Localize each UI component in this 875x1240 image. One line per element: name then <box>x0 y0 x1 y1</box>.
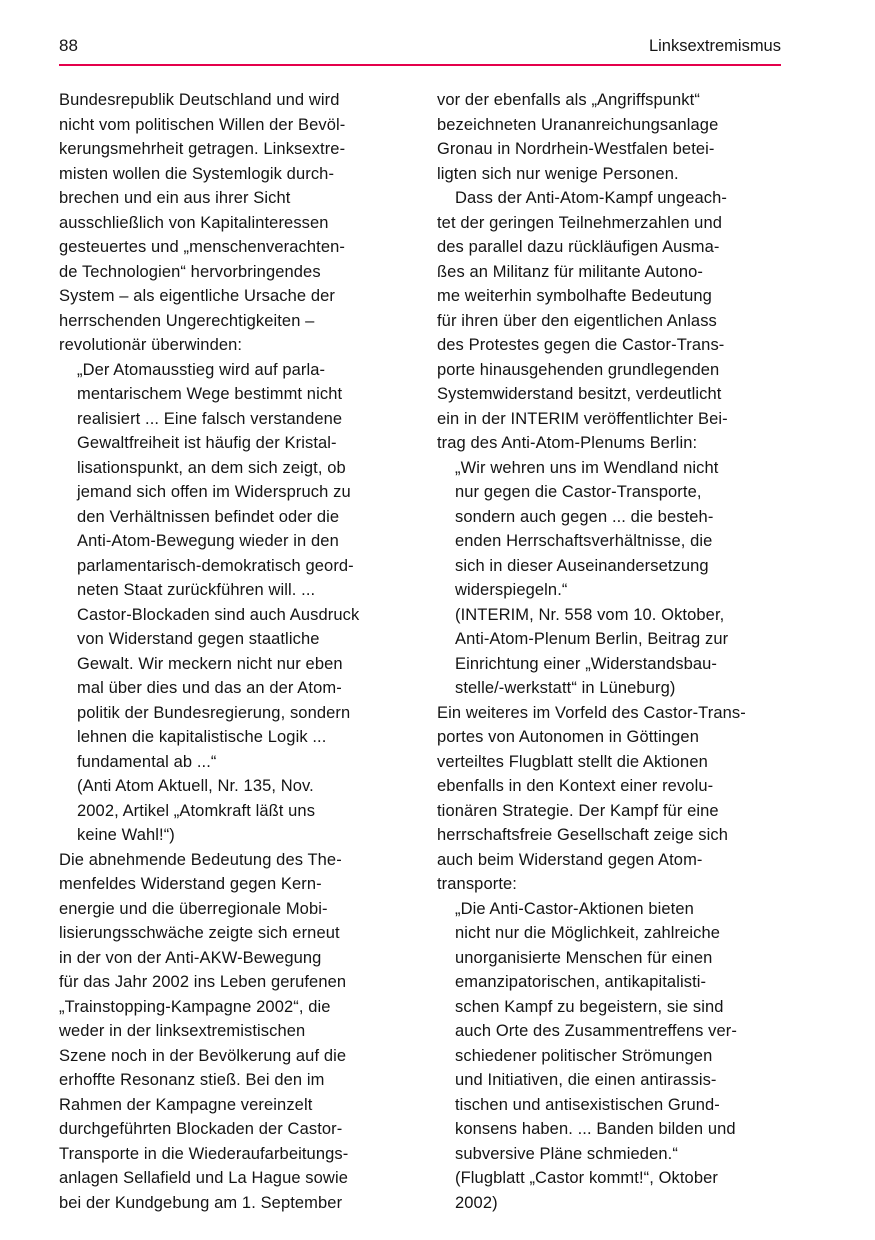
page-header <box>59 36 781 56</box>
text-line: für das Jahr 2002 ins Leben gerufenen <box>59 973 347 991</box>
text-line: (Anti Atom Aktuell, Nr. 135, Nov. <box>77 777 314 795</box>
text-line: herrschenden Ungerechtigkeiten – <box>59 311 315 330</box>
text-line: portes von Autonomen in Göttingen <box>437 728 699 746</box>
text-line: weder in der linksextremistischen <box>59 1022 306 1040</box>
text-line: nur gegen die Castor-Transporte, <box>455 483 702 501</box>
text-line: politik der Bundesregierung, sondern <box>77 703 351 722</box>
column-left <box>59 88 404 1215</box>
text-line: Einrichtung einer „Widerstandsbau- <box>455 654 718 673</box>
text-line: emanzipatorischen, antikapitalisti- <box>455 973 707 991</box>
text-line: „Der Atomausstieg wird auf parla- <box>77 360 326 379</box>
text-line: bei der Kundgebung am 1. September <box>59 1193 343 1212</box>
text-line: (Flugblatt „Castor kommt!“, Oktober <box>455 1169 718 1187</box>
text-line: mentarischem Wege bestimmt nicht <box>77 385 343 403</box>
text-line: jemand sich offen im Widerspruch zu <box>77 483 351 501</box>
text-line: energie und die überregionale Mobi- <box>59 899 328 918</box>
text-line: Die abnehmende Bedeutung des The- <box>59 850 342 869</box>
text-line: ebenfalls in den Kontext einer revolu- <box>437 777 714 795</box>
text-line: misten wollen die Systemlogik durch- <box>59 164 335 183</box>
text-line: sich in dieser Auseinandersetzung <box>455 556 709 575</box>
text-line: System – als eigentliche Ursache der <box>59 287 335 305</box>
text-line: Bundesrepublik Deutschland und wird <box>59 91 340 109</box>
text-line: „Trainstopping-Kampagne 2002“, die <box>59 997 331 1016</box>
text-line: gesteuertes und „menschenverachten- <box>59 238 345 256</box>
text-line: lisationspunkt, an dem sich zeigt, ob <box>77 458 346 477</box>
text-line: parlamentarisch-demokratisch geord- <box>77 556 354 575</box>
text-line: porte hinausgehenden grundlegenden <box>437 360 720 379</box>
text-line: bezeichneten Urananreichungsanlage <box>437 115 719 134</box>
text-line: menfeldes Widerstand gegen Kern- <box>59 875 322 893</box>
text-line: me weiterhin symbolhafte Bedeutung <box>437 287 712 305</box>
text-line: ßes an Militanz für militante Autono- <box>437 262 703 281</box>
column-right <box>437 88 782 1215</box>
text-line: durchgeführten Blockaden der Castor- <box>59 1120 343 1138</box>
text-line: lehnen die kapitalistische Logik ... <box>77 728 327 746</box>
text-line: widerspiegeln.“ <box>455 581 568 599</box>
text-line: anlagen Sellafield und La Hague sowie <box>59 1169 348 1187</box>
text-line: „Wir wehren uns im Wendland nicht <box>455 458 719 477</box>
text-line: Gewaltfreiheit ist häufig der Kristal- <box>77 434 337 452</box>
text-line: Dass der Anti-Atom-Kampf ungeach- <box>455 189 728 207</box>
text-line: konsens haben. ... Banden bilden und <box>455 1120 736 1138</box>
text-line: vor der ebenfalls als „Angriffspunkt“ <box>437 91 700 109</box>
text-line: verteiltes Flugblatt stellt die Aktionen <box>437 752 708 771</box>
text-line: Transporte in die Wiederaufarbeitungs- <box>59 1144 349 1163</box>
text-line: subversive Pläne schmieden.“ <box>455 1144 678 1163</box>
text-line: Gewalt. Wir meckern nicht nur eben <box>77 654 343 673</box>
text-line: lisierungsschwäche zeigte sich erneut <box>59 924 340 942</box>
text-line: 2002) <box>455 1193 498 1212</box>
text-line: Szene noch in der Bevölkerung auf die <box>59 1046 347 1065</box>
text-line: Systemwiderstand besitzt, verdeutlicht <box>437 385 722 403</box>
text-line: 2002, Artikel „Atomkraft läßt uns <box>77 801 316 820</box>
text-line: ausschließlich von Kapitalinteressen <box>59 213 329 232</box>
text-line: Castor-Blockaden sind auch Ausdruck <box>77 605 360 624</box>
text-line: de Technologien“ hervorbringendes <box>59 262 321 281</box>
text-line: des parallel dazu rückläufigen Ausma- <box>437 238 720 256</box>
text-line: kerungsmehrheit getragen. Linksextre- <box>59 140 346 158</box>
text-columns <box>59 88 782 1215</box>
text-line: (INTERIM, Nr. 558 vom 10. Oktober, <box>455 605 725 624</box>
text-line: brechen und ein aus ihrer Sicht <box>59 189 291 207</box>
text-line: Gronau in Nordrhein-Westfalen betei- <box>437 140 715 158</box>
text-line: nicht nur die Möglichkeit, zahlreiche <box>455 924 721 942</box>
text-line: tionären Strategie. Der Kampf für eine <box>437 801 719 820</box>
text-line: schen Kampf zu begeistern, sie sind <box>455 997 724 1016</box>
text-line: trag des Anti-Atom-Plenums Berlin: <box>437 434 698 452</box>
text-line: tischen und antisexistischen Grund- <box>455 1095 720 1114</box>
text-line: sondern auch gegen ... die besteh- <box>455 507 714 526</box>
text-line: auch beim Widerstand gegen Atom- <box>437 850 703 869</box>
header-rule <box>59 64 781 66</box>
text-line: erhoffte Resonanz stieß. Bei den im <box>59 1071 325 1089</box>
page-number: 88 <box>59 36 78 55</box>
text-line: und Initiativen, die einen antirassis- <box>455 1071 717 1089</box>
text-line: ein in der INTERIM veröffentlichter Bei- <box>437 409 728 428</box>
text-line: nicht vom politischen Willen der Bevöl- <box>59 115 346 134</box>
text-line: transporte: <box>437 875 517 893</box>
header-title: Linksextremismus <box>648 37 781 55</box>
text-line: neten Staat zurückführen will. ... <box>77 581 316 599</box>
text-line: in der von der Anti-AKW-Bewegung <box>59 948 322 967</box>
text-line: stelle/-werkstatt“ in Lüneburg) <box>455 679 676 697</box>
text-line: „Die Anti-Castor-Aktionen bieten <box>455 899 694 918</box>
text-line: Anti-Atom-Plenum Berlin, Beitrag zur <box>455 630 729 648</box>
text-line: revolutionär überwinden: <box>59 336 243 354</box>
text-line: ligten sich nur wenige Personen. <box>437 164 679 183</box>
text-line: fundamental ab ...“ <box>77 752 217 771</box>
text-line: Rahmen der Kampagne vereinzelt <box>59 1095 313 1114</box>
text-line: von Widerstand gegen staatliche <box>77 630 320 648</box>
text-line: mal über dies und das an der Atom- <box>77 679 342 697</box>
text-line: keine Wahl!“) <box>77 826 175 844</box>
text-line: für ihren über den eigentlichen Anlass <box>437 311 717 330</box>
text-line: Anti-Atom-Bewegung wieder in den <box>77 532 339 550</box>
text-line: schiedener politischer Strömungen <box>455 1046 713 1065</box>
text-line: Ein weiteres im Vorfeld des Castor-Trans- <box>437 703 746 722</box>
text-line: herrschaftsfreie Gesellschaft zeige sich <box>437 826 729 844</box>
text-line: unorganisierte Menschen für einen <box>455 948 713 967</box>
text-line: auch Orte des Zusammentreffens ver- <box>455 1022 737 1040</box>
text-line: realisiert ... Eine falsch verstandene <box>77 409 343 428</box>
text-line: tet der geringen Teilnehmerzahlen und <box>437 213 723 232</box>
text-line: den Verhältnissen befindet oder die <box>77 507 340 526</box>
text-line: enden Herrschaftsverhältnisse, die <box>455 532 713 550</box>
text-line: des Protestes gegen die Castor-Trans- <box>437 336 725 354</box>
